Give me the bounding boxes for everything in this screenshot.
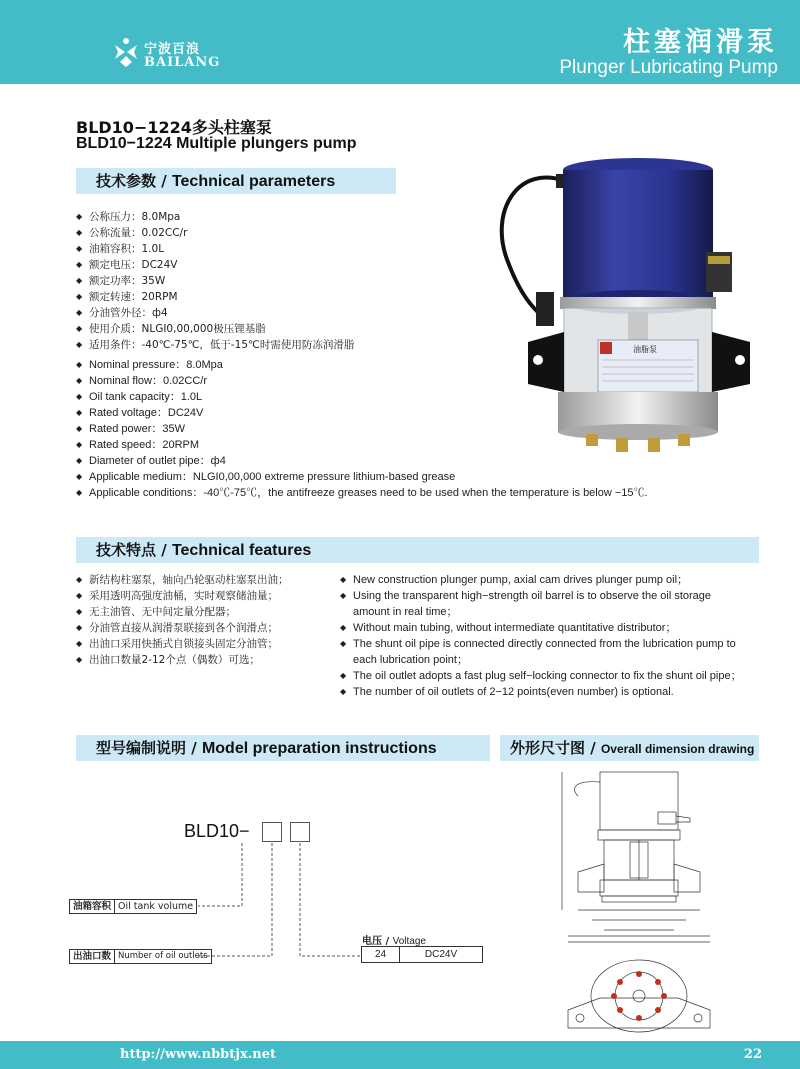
header-title-cn: 柱塞润滑泵 xyxy=(623,27,778,58)
website-link[interactable]: http://www.nbbtjx.net xyxy=(120,1047,276,1062)
list-item: ◆ 出油口数量2-12个点（偶数）可选； xyxy=(76,652,289,668)
list-item: ◆ Using the transparent high−strength oil barrel is to observe the oil storage xyxy=(340,588,742,604)
list-item: ◆ Oil tank capacity：1.0L xyxy=(76,389,648,405)
list-item-continuation: amount in real time； xyxy=(353,606,458,618)
page-footer xyxy=(0,1041,800,1069)
dimension-drawing xyxy=(540,760,758,1038)
logo-chinese-text: 宁波百浪 xyxy=(144,42,201,57)
page-number: 22 xyxy=(743,1047,762,1062)
pump-product-image xyxy=(478,152,768,472)
list-item-continuation: each lubrication point； xyxy=(353,654,468,666)
model-code: BLD10− xyxy=(184,821,250,841)
heading-en: Technical features xyxy=(171,542,312,559)
pump-label-text: 油脂泵 xyxy=(633,345,657,354)
page-header xyxy=(0,0,800,84)
list-item: ◆ Applicable conditions：-40℃-75℃，the antifreeze greases need to be used when the temperature is below −15℃. xyxy=(76,485,648,501)
list-item: ◆ Rated speed：20RPM xyxy=(76,437,648,453)
bailang-logo-icon xyxy=(112,36,140,68)
tank-label-cn: 油箱容积 xyxy=(70,900,115,913)
tech-params-cn-list xyxy=(76,209,354,353)
section-heading-technical-parameters xyxy=(76,168,396,194)
voltage-code: 24 xyxy=(362,947,400,962)
heading-en: Overall dimension drawing xyxy=(600,742,755,756)
list-item: ◆ Applicable medium：NLGI0,00,000 extreme pressure lithium-based grease xyxy=(76,469,648,485)
list-item: ◆ 公称压力：8.0Mpa xyxy=(76,209,354,225)
list-item: ◆ Rated power：35W xyxy=(76,421,648,437)
heading-cn: 技术参数 / xyxy=(96,172,172,190)
voltage-title-en: Voltage xyxy=(392,936,426,947)
voltage-value: DC24V xyxy=(424,949,458,960)
list-item: ◆ Without main tubing, without intermediate quantitative distributor； xyxy=(340,620,742,636)
section-heading-dimension-drawing xyxy=(500,735,759,761)
model-slot-1 xyxy=(262,822,282,842)
model-slot-2 xyxy=(290,822,310,842)
heading-cn: 外形尺寸图 / xyxy=(510,739,601,757)
list-item: ◆ The oil outlet adopts a fast plug self−locking connector to fix the shunt oil pipe； xyxy=(340,668,742,684)
list-item: ◆ 采用透明高强度油桶，实时观察储油量； xyxy=(76,588,289,604)
voltage-title xyxy=(362,932,426,947)
list-item: ◆ 额定转速：20RPM xyxy=(76,289,354,305)
product-title-en: BLD10−1224 Multiple plungers pump xyxy=(76,135,357,152)
list-item: ◆ Rated voltage：DC24V xyxy=(76,405,648,421)
voltage-table xyxy=(361,946,483,963)
list-item: ◆ 油箱容积：1.0L xyxy=(76,241,354,257)
heading-cn: 技术特点 / xyxy=(96,541,172,559)
oil-outlets-label xyxy=(69,949,212,964)
list-item: ◆ The shunt oil pipe is connected directly connected from the lubrication pump to xyxy=(340,636,742,652)
header-title-en: Plunger Lubricating Pump xyxy=(559,57,778,78)
features-cn-list xyxy=(76,572,289,668)
logo-english-text: BAILANG xyxy=(144,55,221,70)
oil-tank-volume-label xyxy=(69,899,197,914)
heading-cn: 型号编制说明 / xyxy=(96,739,202,757)
list-item: ◆ 分油管外径：ф4 xyxy=(76,305,354,321)
list-item: ◆ Nominal flow：0.02CC/r xyxy=(76,373,648,389)
company-logo xyxy=(112,34,232,74)
outlets-label-cn: 出油口数 xyxy=(70,950,115,963)
tank-label-en: Oil tank volume xyxy=(118,901,194,912)
section-heading-model-preparation xyxy=(76,735,490,761)
list-item: ◆ The number of oil outlets of 2−12 points(even number) is optional. xyxy=(340,684,742,700)
outlets-label-en: Number of oil outlets xyxy=(118,951,208,961)
list-item: ◆ 出油口采用快插式自锁接头固定分油管； xyxy=(76,636,289,652)
list-item: ◆ Diameter of outlet pipe：ф4 xyxy=(76,453,648,469)
features-en-list xyxy=(340,572,742,700)
heading-en: Technical parameters xyxy=(171,173,336,190)
product-title-cn: BLD10−1224多头柱塞泵 xyxy=(76,118,272,137)
list-item: ◆ 使用介质：NLGI0,00,000极压锂基脂 xyxy=(76,321,354,337)
list-item: ◆ 额定功率：35W xyxy=(76,273,354,289)
list-item: ◆ 分油管直接从润滑泵联接到各个润滑点； xyxy=(76,620,289,636)
list-item: ◆ New construction plunger pump, axial cam drives plunger pump oil； xyxy=(340,572,742,588)
voltage-title-cn: 电压 / xyxy=(362,936,393,947)
list-item: ◆ 新结构柱塞泵，轴向凸轮驱动柱塞泵出油； xyxy=(76,572,289,588)
section-heading-technical-features xyxy=(76,537,759,563)
list-item: ◆ 适用条件：-40℃-75℃，低于-15℃时需使用防冻润滑脂 xyxy=(76,337,354,353)
list-item: ◆ 公称流量：0.02CC/r xyxy=(76,225,354,241)
list-item: ◆ 无主油管、无中间定量分配器； xyxy=(76,604,289,620)
list-item: ◆ Nominal pressure：8.0Mpa xyxy=(76,357,648,373)
list-item: ◆ 额定电压：DC24V xyxy=(76,257,354,273)
heading-en: Model preparation instructions xyxy=(201,740,437,757)
